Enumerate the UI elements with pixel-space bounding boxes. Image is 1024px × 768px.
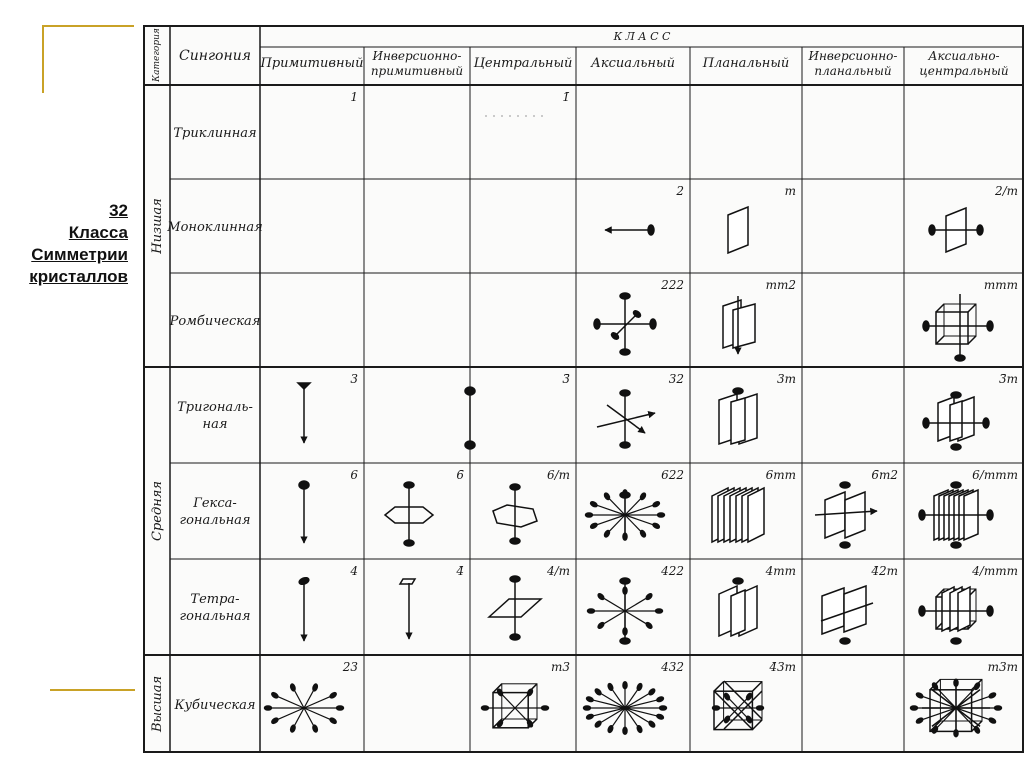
syngony-label-line-2: гональная <box>179 609 251 624</box>
class-symbol-label: 6/mmm <box>972 468 1018 482</box>
class-symbol-label: 3 <box>350 372 358 386</box>
axis-end-mark <box>623 727 627 734</box>
axis-end-mark <box>299 481 309 489</box>
axis-end-mark <box>724 693 731 701</box>
axis-end-mark <box>465 441 475 449</box>
class-header-label: Инверсионно- <box>372 49 462 63</box>
axis-end-mark <box>620 293 630 299</box>
class-symbol-label: 6mm <box>765 468 796 482</box>
class-symbol-label: mm2 <box>765 278 796 292</box>
class-header-label: Примитивный <box>260 56 364 71</box>
mirror-plane <box>731 590 745 636</box>
axis-end-mark <box>640 530 647 538</box>
symmetry-axis-line <box>275 708 304 721</box>
axis-end-mark <box>329 692 337 699</box>
class-header-label-line-2: примитивный <box>370 64 464 78</box>
symmetry-axis-line <box>598 692 625 708</box>
symmetry-axis-line <box>752 720 762 730</box>
class-symbol-label: mmm <box>983 278 1018 292</box>
axis-end-mark <box>312 725 318 733</box>
axis-end-mark <box>312 684 318 692</box>
axis-end-mark <box>482 706 489 710</box>
mirror-plane <box>958 587 970 631</box>
class-header-label: Аксиальный <box>591 56 675 71</box>
axis-end-mark <box>995 706 1002 710</box>
class-symbol-label: 1̄ <box>562 90 570 104</box>
class-symbol-label: 23 <box>342 660 358 674</box>
axis-end-mark <box>584 706 591 710</box>
axis-end-mark <box>290 725 296 733</box>
axis-end-mark <box>656 696 664 702</box>
class-symbol-label: 432 <box>661 660 684 674</box>
class-header-label-line-2: центральный <box>919 64 1009 78</box>
syngony-label: Ромбическая <box>169 314 261 329</box>
mirror-plane <box>845 492 865 538</box>
axis-end-mark <box>916 692 924 699</box>
symmetry-axis-line <box>601 611 625 625</box>
axis-end-mark <box>656 714 664 720</box>
axis-end-mark <box>620 578 630 584</box>
class-symbol-label: 4̄3m <box>769 660 796 674</box>
symmetry-axis-line <box>714 720 724 730</box>
symmetry-axis-line <box>625 611 649 625</box>
class-symbol-label: 6 <box>350 468 358 482</box>
axis-end-mark <box>951 542 961 548</box>
class-header-label: Аксиально- <box>928 49 1000 63</box>
symmetry-axis-line <box>601 597 625 611</box>
axis-end-mark <box>497 720 504 728</box>
symmetry-axis-line <box>607 405 645 433</box>
axis-end-mark <box>648 688 656 696</box>
symmetry-axis-line <box>615 314 637 336</box>
axis-end-mark <box>604 492 611 500</box>
axis-end-mark <box>594 319 600 329</box>
class-symbol-label: 2/m <box>994 184 1018 198</box>
syngony-label-line-2: ная <box>202 417 228 432</box>
side-title <box>0 200 128 288</box>
axis-end-mark <box>404 482 414 488</box>
table-grid <box>143 25 1024 753</box>
axis-end-mark <box>620 349 630 355</box>
axis-end-mark <box>265 706 272 710</box>
class-symbol-label: 6̄ <box>456 468 464 482</box>
axis-end-mark <box>636 725 642 733</box>
symmetry-axis-line <box>936 304 944 312</box>
axis-end-mark <box>497 688 504 696</box>
class-symbol-label: m <box>784 184 796 198</box>
syngony-label: Тригональ- <box>177 400 253 415</box>
gold-line-top-horizontal <box>42 25 134 27</box>
axis-end-mark <box>932 726 939 734</box>
axis-end-mark <box>951 444 961 450</box>
mirror-plane <box>733 304 755 348</box>
axis-end-mark <box>987 606 993 616</box>
axis-end-mark <box>733 578 743 584</box>
table-figures <box>265 116 1002 737</box>
gold-line-bottom-horizontal <box>50 689 135 691</box>
symmetry-axis-line <box>714 682 724 692</box>
axis-end-mark <box>660 706 667 710</box>
axis-end-mark <box>590 522 598 529</box>
side-title-line-2: Класса <box>68 223 128 242</box>
axis-end-mark <box>929 225 935 235</box>
class-symbol-label: 4mm <box>765 564 796 578</box>
axis-end-mark <box>594 720 602 728</box>
axis-end-mark <box>648 720 656 728</box>
syngony-label: Моноклинная <box>167 220 263 235</box>
axis-end-mark <box>746 715 753 723</box>
axis-end-mark <box>586 696 594 702</box>
side-title-line-4: кристаллов <box>29 267 128 286</box>
side-title-line-3: Симметрии <box>31 245 128 264</box>
axis-end-mark <box>658 513 665 517</box>
axis-end-mark <box>733 388 743 394</box>
threefold-axis-mark <box>298 383 310 389</box>
axis-end-mark <box>271 692 279 699</box>
symmetry-axis-line <box>968 336 976 344</box>
axis-end-mark <box>607 725 613 733</box>
table-outer-border <box>144 26 1023 752</box>
symmetry-axis-line <box>304 695 333 708</box>
class-symbol-label: 422 <box>661 564 684 578</box>
axis-end-mark <box>746 693 753 701</box>
axis-end-mark <box>650 319 656 329</box>
symmetry-axis-line <box>932 690 956 708</box>
symmetry-axis-line <box>598 708 625 724</box>
axis-end-mark <box>923 418 929 428</box>
axis-end-mark <box>954 730 958 737</box>
axis-end-mark <box>590 501 598 508</box>
side-title-number: 32 <box>109 201 128 220</box>
symmetry-axis-line <box>968 304 976 312</box>
axis-end-mark <box>951 638 961 644</box>
symmetry-axis-line <box>625 597 649 611</box>
axis-end-mark <box>586 513 593 517</box>
mirror-plane <box>950 401 962 441</box>
axis-end-mark <box>919 606 925 616</box>
class-symbol-label: 4/mmm <box>972 564 1018 578</box>
class-symbol-label: 1 <box>350 90 358 104</box>
class-header-label: Планальный <box>702 56 790 71</box>
axis-end-mark <box>652 522 660 529</box>
axis-end-mark <box>987 321 993 331</box>
mirror-plane <box>822 588 844 634</box>
axis-end-mark <box>954 679 958 686</box>
axis-end-mark <box>648 225 654 235</box>
class-symbol-label: 2 <box>676 184 684 198</box>
symmetry-axis-line <box>932 708 956 726</box>
header-class: К Л А С С <box>613 30 671 43</box>
axis-end-mark <box>919 510 925 520</box>
axis-end-mark <box>298 576 309 585</box>
axis-end-mark <box>620 390 630 396</box>
syngony-label: Триклинная <box>173 126 257 141</box>
class-symbol-label: 6/m <box>546 468 570 482</box>
class-symbol-label: 3m <box>776 372 796 386</box>
axis-end-mark <box>840 542 850 548</box>
axis-end-mark <box>329 717 337 724</box>
axis-end-mark <box>527 688 534 696</box>
axis-end-mark <box>916 717 924 724</box>
syngony-label: Кубическая <box>174 698 256 713</box>
axis-end-mark <box>604 530 611 538</box>
axis-end-mark <box>620 638 630 644</box>
axis-end-mark <box>337 706 344 710</box>
class-header-label-line-2: планальный <box>814 64 892 78</box>
symmetry-axis-line <box>597 413 655 427</box>
axis-end-mark <box>542 706 549 710</box>
axis-end-mark <box>510 538 520 544</box>
gold-line-top-vertical <box>42 25 44 93</box>
axis-end-mark <box>588 609 595 613</box>
axis-end-mark <box>974 726 981 734</box>
axis-end-mark <box>586 714 594 720</box>
axis-end-mark <box>951 392 961 398</box>
syngony-label: Гекса- <box>193 496 237 511</box>
category-label: Низшая <box>150 198 165 254</box>
axis-end-mark <box>623 682 627 689</box>
class-symbol-label: m3m <box>987 660 1018 674</box>
fourfold-axis-mark <box>400 579 415 584</box>
axis-end-mark <box>645 622 653 630</box>
class-symbol-label: 4/m <box>546 564 570 578</box>
category-label: Высшая <box>150 675 165 733</box>
symmetry-axis-line <box>304 708 333 721</box>
axis-end-mark <box>290 684 296 692</box>
symmetry-axis-line <box>956 690 980 708</box>
axis-end-mark <box>510 634 520 640</box>
mirror-plane <box>748 488 764 542</box>
axis-end-mark <box>988 692 996 699</box>
axis-end-mark <box>987 510 993 520</box>
axis-end-mark <box>923 321 929 331</box>
axis-end-mark <box>594 688 602 696</box>
class-symbol-label: 222 <box>661 278 684 292</box>
axis-end-mark <box>656 609 663 613</box>
axis-end-mark <box>510 484 520 490</box>
symmetry-axis-line <box>275 695 304 708</box>
header-category: Категория <box>152 28 162 82</box>
table-labels <box>150 28 1018 733</box>
class-symbol-label: 4 <box>350 564 358 578</box>
axis-end-mark <box>645 593 653 601</box>
symmetry-axis-line <box>625 692 652 708</box>
syngony-label: Тетра- <box>190 592 240 607</box>
axis-end-mark <box>636 683 642 691</box>
axis-end-mark <box>840 638 850 644</box>
class-symbol-label: 32 <box>668 372 684 386</box>
axis-end-mark <box>597 622 605 630</box>
class-symbol-label: 4̄ <box>456 564 464 578</box>
axis-end-mark <box>983 418 989 428</box>
axis-end-mark <box>607 683 613 691</box>
axis-end-mark <box>988 717 996 724</box>
axis-end-mark <box>713 706 720 710</box>
axis-end-mark <box>724 715 731 723</box>
axis-end-mark <box>977 225 983 235</box>
class-header-label: Инверсионно- <box>808 49 898 63</box>
symmetry-axis-line <box>752 682 762 692</box>
axis-end-mark <box>757 706 764 710</box>
class-symbol-label: 622 <box>661 468 684 482</box>
header-syngony: Сингония <box>179 48 251 64</box>
axis-end-mark <box>620 492 630 498</box>
axis-end-mark <box>640 492 647 500</box>
class-header-label: Центральный <box>473 56 573 71</box>
axis-end-mark <box>974 682 981 690</box>
mirror-plane <box>825 492 845 538</box>
symmetry-axis-line <box>936 336 944 344</box>
syngony-label-line-2: гональная <box>179 513 251 528</box>
class-symbol-label: m3 <box>550 660 570 674</box>
class-symbol-label: 3̄ <box>562 372 570 386</box>
axis-end-mark <box>951 482 961 488</box>
mirror-plane <box>728 207 748 253</box>
axis-end-mark <box>911 706 918 710</box>
class-symbol-label: 4̄2m <box>871 564 898 578</box>
axis-end-mark <box>404 540 414 546</box>
axis-end-mark <box>620 442 630 448</box>
axis-end-mark <box>840 482 850 488</box>
axis-end-mark <box>597 593 605 601</box>
axis-end-mark <box>510 576 520 582</box>
axis-end-mark <box>652 501 660 508</box>
class-symbol-label: 6̄m2 <box>871 468 898 482</box>
category-label: Средняя <box>150 481 165 541</box>
axis-end-mark <box>271 717 279 724</box>
class-symbol-label: 3̄m <box>998 372 1018 386</box>
symmetry-axis-line <box>956 708 980 726</box>
symmetry-axis-line <box>625 708 652 724</box>
mirror-plane <box>731 398 745 444</box>
axis-end-mark <box>465 387 475 395</box>
axis-end-mark <box>955 355 965 361</box>
crystal-classes-table-scan <box>143 25 1024 753</box>
